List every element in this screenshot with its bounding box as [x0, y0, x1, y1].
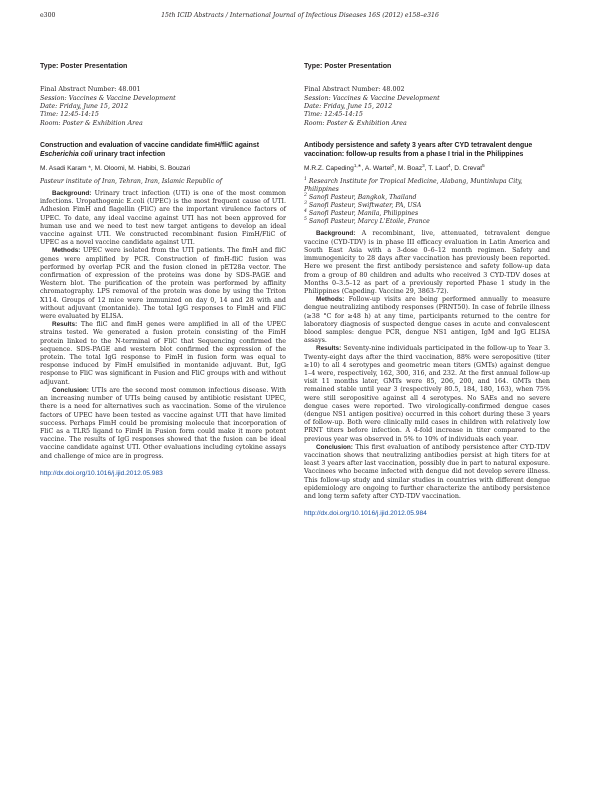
- abstract-number: Final Abstract Number: 48.002: [304, 86, 405, 94]
- doi-link[interactable]: http://dx.doi.org/10.1016/j.ijid.2012.05.984: [304, 510, 427, 518]
- affiliation-sup: 1: [304, 176, 307, 182]
- paragraph-text: This first evaluation of antibody persistence after CYD-TDV vaccination shows that neutralizing antibodies persist at high titers for at least 3 years after last vaccination, possibly due in part to natural exposure. Vaccinees who became infected with dengue did not develop severe illness. This follow-up study and similar studies in countries with different dengue epidemiology are ongoing to further characterize the antibody persistence and long term safety after CYD-TDV vaccination.: [304, 443, 550, 500]
- paragraph-text: UTIs are the second most common infectious disease. With an increasing number of UTIs being caused by antibiotic resistant UPEC, there is a need for alternatives such as vaccination. Some of the virulence factors of UPEC have been tested as vaccine against UTI that have limited success. Perhaps FimH could be promising molecule that incorporation of FliC as a TLR5 ligand to FimH in Fusion form could make it more potent vaccine. The results of IgG responses showed that the fusion can be ideal vaccine candidate against UTI. Other evaluations including cytokine assays and challenge of mice are in progress.: [40, 386, 286, 460]
- affiliation: [304, 194, 550, 202]
- paragraph-results: [40, 321, 286, 387]
- affiliation-text: Sanofi Pasteur, Marcy L'Etoile, France: [306, 218, 430, 226]
- author-sup: 5: [482, 163, 485, 169]
- running-header: [40, 12, 560, 24]
- affiliations: [304, 178, 550, 227]
- paragraph-text: The fliC and fimH genes were amplified in all of the UPEC strains tested. We generated a fusion protein consisting of the FimH protein linked to the N-terminal of FliC that Sequencing confirmed the sequence. SDS-PAGE and western blot confirmed the expression of the protein. The total IgG response to FimH in fusion form was equal to response induced by FimH emulsified in montanide adjuvant. But, IgG response to FliC was significant in Fusion and FliC groups with and without adjuvant.: [40, 321, 286, 386]
- section-label: Methods:: [316, 296, 345, 304]
- section-label: Background:: [316, 230, 356, 238]
- time: Time: 12:45-14:15: [40, 111, 99, 119]
- abstract-title: [40, 142, 286, 159]
- affiliation-text: Sanofi Pasteur, Swiftwater, PA, USA: [306, 202, 422, 210]
- paragraph-background: [40, 190, 286, 247]
- section-label: Results:: [316, 345, 342, 353]
- journal-citation: 15th ICID Abstracts / International Journal of Infectious Diseases 16S (2012) e158–e316: [161, 12, 439, 19]
- paragraph-conclusion: [304, 444, 550, 501]
- affiliation-text: Sanofi Pasteur, Manila, Philippines: [306, 210, 419, 218]
- section-label: Results:: [52, 321, 78, 329]
- affiliation: [304, 178, 550, 194]
- author-name: , D. Crevat: [450, 165, 483, 173]
- title-part: Construction and evaluation of vaccine candidate fimH/fliC against: [40, 142, 260, 150]
- paragraph-methods: [40, 247, 286, 321]
- author-sup: 1,∗: [353, 163, 362, 169]
- paragraph-text: Follow-up visits are being performed annually to measure dengue neutralizing antibody responses (PRNT50). In case of febrile illness (≥38 °C for ≥48 h) at any time, participants returned to the centre for laboratory diagnosis of suspected dengue cases in acute and convalescent blood samples: dengue PCR, dengue NS1 antigen, IgM and IgG ELISA assays.: [304, 296, 550, 345]
- room: Room: Poster & Exhibition Area: [40, 119, 143, 127]
- type-label: Type: Poster Presentation: [40, 62, 128, 70]
- author-name: , T. Laot: [424, 165, 449, 173]
- session: Session: Vaccines & Vaccine Development: [40, 94, 176, 102]
- authors: M. Asadi Karam *, M. Oloomi, M. Habibi, S. Bouzari: [40, 165, 191, 173]
- abstract-body: [40, 190, 286, 461]
- title-species: Escherichia coli: [40, 150, 93, 158]
- abstract-meta: [40, 86, 286, 128]
- author-name: M.R.Z. Capeding: [304, 165, 354, 173]
- author-sup: 2: [391, 163, 395, 169]
- author-sup: 4: [448, 163, 451, 169]
- section-label: Conclusion:: [52, 386, 89, 394]
- paragraph-conclusion: [40, 387, 286, 461]
- title-part: urinary tract infection: [92, 150, 166, 158]
- room: Room: Poster & Exhibition Area: [304, 119, 407, 127]
- time: Time: 12:45-14:15: [304, 111, 363, 119]
- abstract-right: [304, 62, 550, 518]
- author-sup: 3: [422, 163, 425, 169]
- authors: [304, 165, 550, 174]
- abstract-number: Final Abstract Number: 48.001: [40, 86, 141, 94]
- affiliation-sup: 4: [304, 209, 307, 215]
- paragraph-text: UPEC were isolated from the UTI patients. The fimH and fliC genes were amplified by PCR. Construction of fimH-fliC fusion was performed by overlap PCR and the fusion cloned in pET28a vector. The confirmation of expression of the proteins was done by SDS-PAGE and Western blot. The purification of the protein was performed by affinity chromatography. LPS removal of the protein was done by using the Triton X114. Groups of 12 mice were immunized on day 0, 14 and 28 with and without adjuvant (montanide). The total IgG responses to FimH and FliC were evaluated by ELISA.: [40, 247, 286, 321]
- abstract-title: Antibody persistence and safety 3 years after CYD tetravalent dengue vaccination: follow-up results from a phase I trial in the Philippines: [304, 142, 533, 158]
- author-name: , M. Boaz: [394, 165, 423, 173]
- date: Date: Friday, June 15, 2012: [304, 103, 393, 111]
- affiliation-text: Sanofi Pasteur, Bangkok, Thailand: [306, 194, 417, 202]
- session: Session: Vaccines & Vaccine Development: [304, 94, 440, 102]
- date: Date: Friday, June 15, 2012: [40, 103, 129, 111]
- paragraph-text: Urinary tract infection (UTI) is one of the most common infections. Uropathogenic E.coli (UPEC) is the most frequent cause of UTI. Adhesion FimH and flagellin (FliC) are the important virulence factors of UPEC. To date, any ideal vaccine against UTI has not been approved for human use and we need to test new target antigens to develop an ideal vaccine against UTI. We constructed recombinant fusion FimH/FliC of UPEC as a novel vaccine candidate against UTI.: [40, 190, 286, 247]
- doi-link[interactable]: http://dx.doi.org/10.1016/j.ijid.2012.05.983: [40, 469, 163, 477]
- abstract-body: [304, 230, 550, 501]
- affiliation-text: Research Institute for Tropical Medicine, Alabang, Muntinlupa City, Philippines: [304, 177, 523, 194]
- paragraph-text: Seventy-nine individuals participated in the follow-up to Year 3. Twenty-eight days after the third vaccination, 88% were seropositive (titer ≥10) to all 4 serotypes and geometric mean titers (GMTs) against dengue 1–4 were, respectively, 162, 300, 316, and 232. At the first annual follow-up visit 11 months later, GMTs were 85, 206, 200, and 164. GMTs then remained stable until year 3 (respectively 80.5, 184, 180, 163), when 75% were still seropositive against all 4 serotypes. No SAEs and no severe dengue cases were reported. Two virologically-confirmed dengue cases (dengue NS1 antigen positive) occurred in this cohort during these 3 years of follow-up. Both were clinically mild cases in children with relatively low PRNT titers before infection. A 4-fold increase in titer compared to the previous year was observed in 5% to 10% of individuals each year.: [304, 345, 550, 443]
- page-number: e300: [40, 12, 56, 19]
- section-label: Methods:: [52, 247, 81, 255]
- type-label: Type: Poster Presentation: [304, 62, 392, 70]
- affiliation-sup: 2: [304, 193, 307, 199]
- paragraph-methods: [304, 296, 550, 345]
- author-name: , A. Wartel: [361, 165, 392, 173]
- affiliation: Pasteur institute of Iran, Tehran, Iran, Islamic Republic of: [40, 177, 223, 185]
- paragraph-results: [304, 345, 550, 443]
- affiliation-sup: 3: [304, 201, 307, 207]
- abstract-left: [40, 62, 286, 478]
- affiliation-sup: 5: [304, 217, 307, 223]
- paragraph-background: [304, 230, 550, 296]
- section-label: Conclusion:: [316, 443, 353, 451]
- affiliation: [304, 218, 550, 226]
- abstract-meta: [304, 86, 550, 128]
- section-label: Background:: [52, 190, 92, 198]
- paragraph-text: A recombinant, live, attenuated, tetravalent dengue vaccine (CYD-TDV) is in phase III efficacy evaluation in Latin America and South East Asia with a 3-dose 0–6–12 month regimen. Safety and immunogenicity to 28 days after vaccination has previously been reported. Here we present the first antibody persistence and safety follow-up data from a group of 80 children and adults who received 3 CYD-TDV doses at Months 0–3.5–12 as part of a previously reported Phase 1 study in the Philippines (Capeding. Vaccine 29, 3863-72).: [304, 230, 550, 295]
